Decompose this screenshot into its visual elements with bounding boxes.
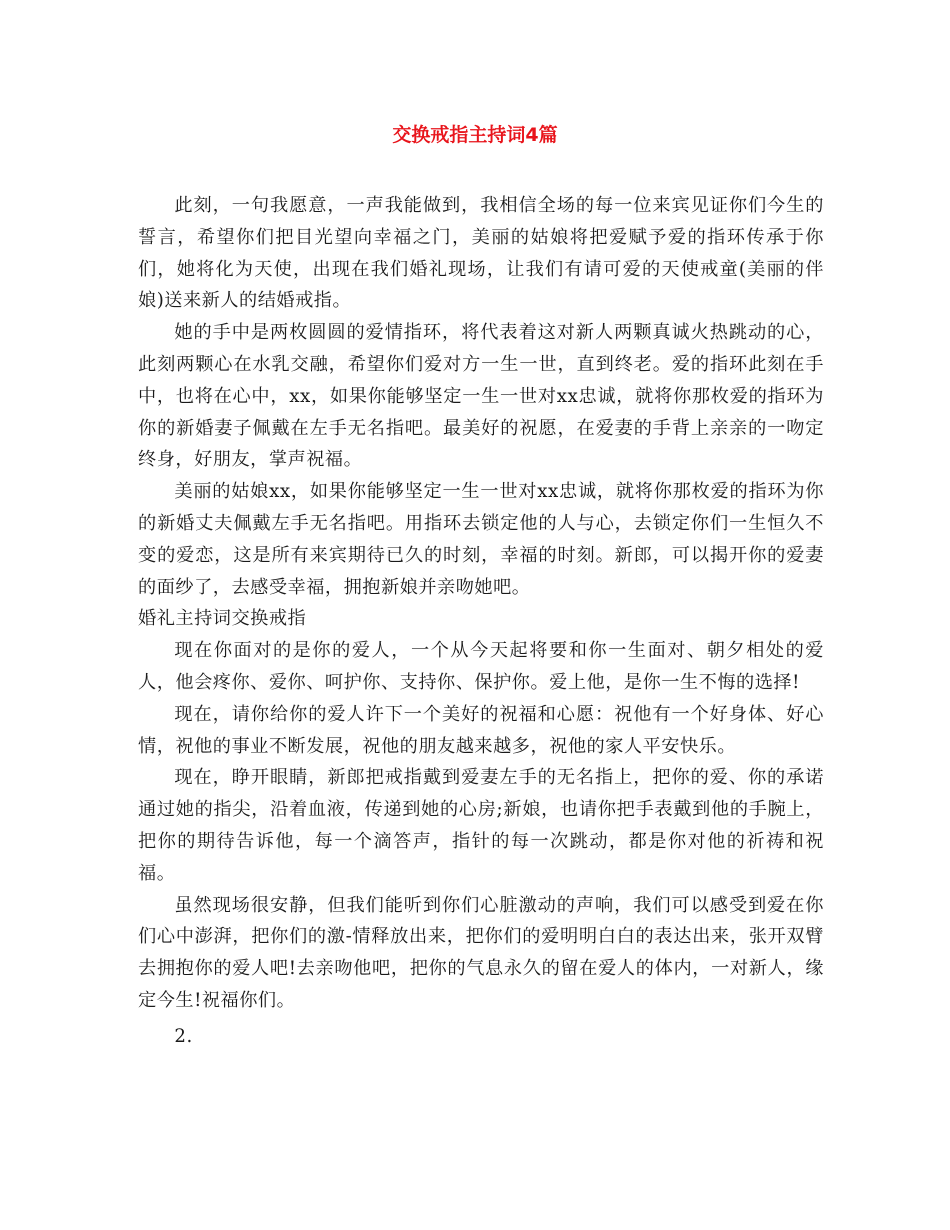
document-body [138,190,824,1053]
section-heading: 婚礼主持词交换戒指 [138,608,307,630]
section-paragraph-3: 现在，睁开眼睛，新郎把戒指戴到爱妻左手的无名指上，把你的爱、你的承诺通过她的指尖，沿着血液，传递到她的心房;新娘，也请你把手表戴到他的手腕上，把你的期待告诉他，每一个滴答声，指针的每一次跳动，都是你对他的祈祷和祝福。 [138,767,824,884]
section-paragraph-4: 虽然现场很安静，但我们能听到你们心脏激动的声响，我们可以感受到爱在你们心中澎湃，把你们的激-情释放出来，把你们的爱明明白白的表达出来，张开双臂去拥抱你的爱人吧!去亲吻他吧，把你的气息永久的留在爱人的体内，一对新人，缘定今生!祝福你们。 [138,894,824,1011]
section-paragraph-2: 现在，请你给你的爱人许下一个美好的祝福和心愿：祝他有一个好身体、好心情，祝他的事业不断发展，祝他的朋友越来越多，祝他的家人平安快乐。 [138,703,824,757]
paragraph-3: 美丽的姑娘xx，如果你能够坚定一生一世对xx忠诚，就将你那枚爱的指环为你的新婚丈夫佩戴左手无名指吧。用指环去锁定他的人与心，去锁定你们一生恒久不变的爱恋，这是所有来宾期待已久的时刻，幸福的时刻。新郎，可以揭开你的爱妻的面纱了，去感受幸福，拥抱新娘并亲吻她吧。 [138,481,824,598]
paragraph-2: 她的手中是两枚圆圆的爱情指环，将代表着这对新人两颗真诚火热跳动的心，此刻两颗心在水乳交融，希望你们爱对方一生一世，直到终老。爱的指环此刻在手中，也将在心中，xx，如果你能够坚定一生一世对xx忠诚，就将你那枚爱的指环为你的新婚妻子佩戴在左手无名指吧。最美好的祝愿，在爱妻的手背上亲亲的一吻定终身，好朋友，掌声祝福。 [138,322,824,471]
paragraph-1: 此刻，一句我愿意，一声我能做到，我相信全场的每一位来宾见证你们今生的誓言，希望你们把目光望向幸福之门，美丽的姑娘将把爱赋予爱的指环传承于你们，她将化为天使，出现在我们婚礼现场，让我们有请可爱的天使戒童(美丽的伴娘)送来新人的结婚戒指。 [138,195,824,312]
section-paragraph-1: 现在你面对的是你的爱人，一个从今天起将要和你一生面对、朝夕相处的爱人，他会疼你、爱你、呵护你、支持你、保护你。爱上他，是你一生不悔的选择! [138,640,824,693]
document-title: 交换戒指主持词4篇 [392,124,558,146]
section-number: 2. [174,1025,193,1047]
